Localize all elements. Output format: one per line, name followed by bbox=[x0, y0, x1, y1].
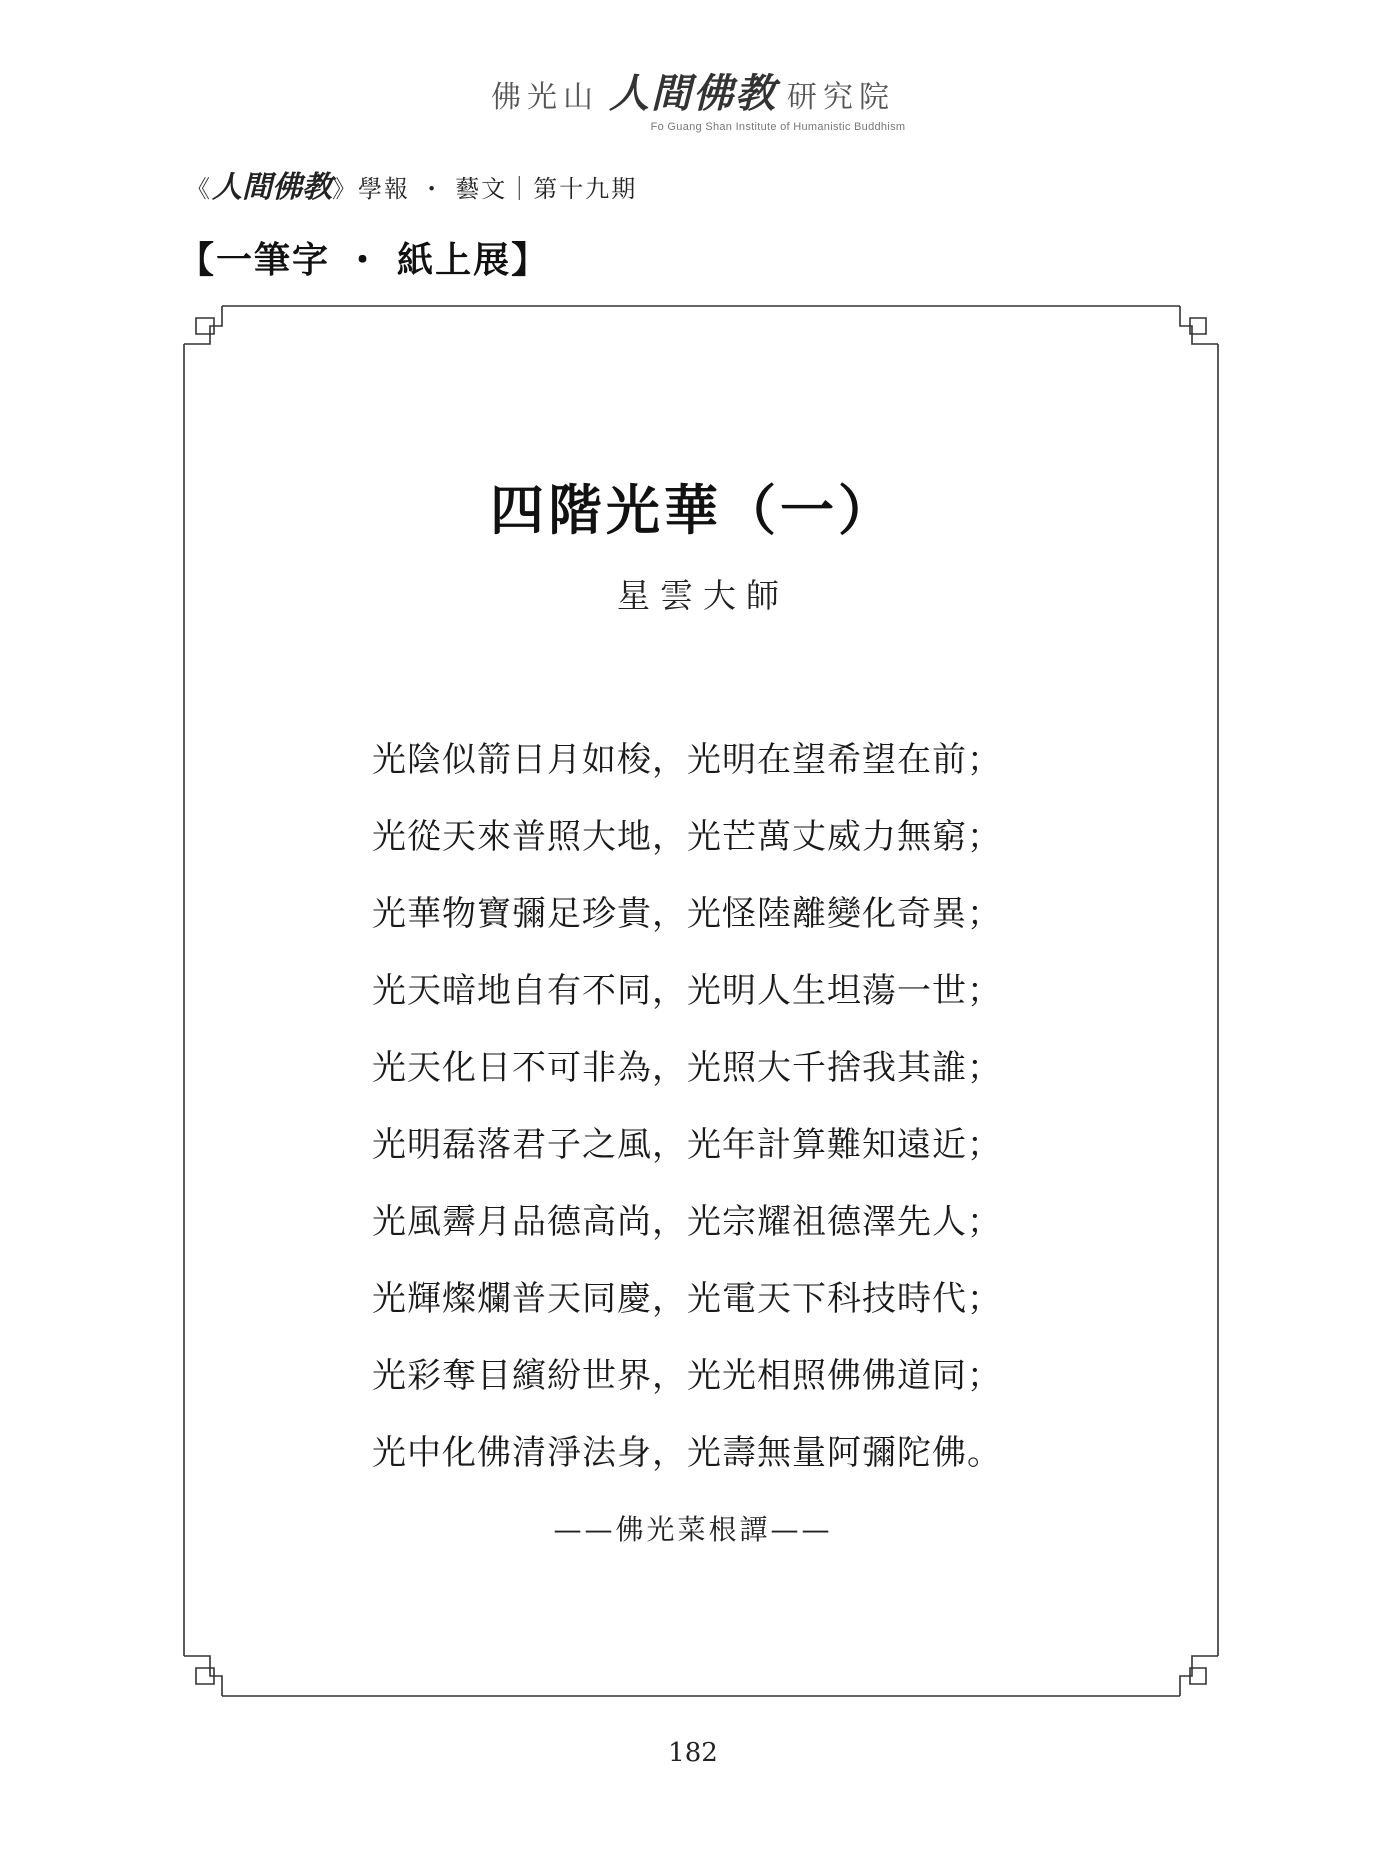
poem-line: 光風霽月品德高尚，光宗耀祖德澤先人； bbox=[372, 1202, 1002, 1242]
poem-line: 光陰似箭日月如梭，光明在望希望在前； bbox=[372, 740, 1002, 780]
frame-corner-bottom-right bbox=[1180, 1656, 1218, 1696]
journal-issue: 》學報 ・ 藝文｜第十九期 bbox=[332, 175, 638, 203]
poem-line: 光華物寶彌足珍貴，光怪陸離變化奇異； bbox=[372, 894, 1002, 934]
institute-prefix: 佛光山 bbox=[491, 80, 599, 115]
institute-english-name: Fo Guang Shan Institute of Humanistic Buddhism bbox=[650, 121, 906, 133]
page-number: 182 bbox=[668, 1738, 718, 1768]
frame-corner-top-left bbox=[184, 306, 222, 344]
poem-author: 星雲大師 bbox=[617, 576, 789, 615]
frame-corner-top-right bbox=[1180, 306, 1218, 344]
section-title: 【一筆字 ・ 紙上展】 bbox=[178, 239, 550, 281]
poem-body bbox=[372, 735, 1052, 1505]
poem-line: 光輝燦爛普天同慶，光電天下科技時代； bbox=[372, 1279, 1002, 1319]
institute-logo-text: 人間佛教 bbox=[609, 70, 777, 117]
poem-source: ——佛光菜根譚—— bbox=[553, 1513, 833, 1546]
poem-line: 光天暗地自有不同，光明人生坦蕩一世； bbox=[372, 971, 1002, 1011]
poem-line: 光彩奪目繽紛世界，光光相照佛佛道同； bbox=[372, 1356, 1002, 1396]
poem-line: 光天化日不可非為，光照大千捨我其誰； bbox=[372, 1048, 1002, 1088]
poem-line: 光明磊落君子之風，光年計算難知遠近； bbox=[372, 1125, 1002, 1165]
poem-line: 光從天來普照大地，光芒萬丈威力無窮； bbox=[372, 817, 1002, 857]
journal-name: 人間佛教 bbox=[212, 170, 332, 205]
poem-title: 四階光華（一） bbox=[490, 478, 896, 542]
poem-line: 光中化佛清淨法身，光壽無量阿彌陀佛。 bbox=[372, 1433, 1002, 1473]
frame-corner-bottom-left bbox=[184, 1656, 222, 1696]
institute-suffix: 研究院 bbox=[787, 80, 895, 115]
journal-open-bracket: 《 bbox=[186, 175, 212, 203]
